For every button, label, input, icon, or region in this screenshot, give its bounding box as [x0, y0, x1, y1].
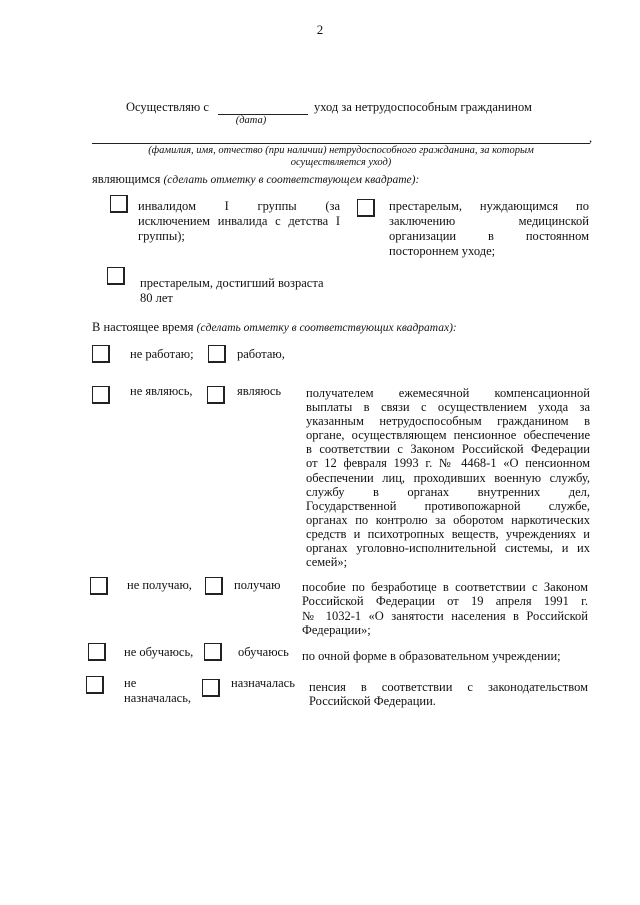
- checkbox-disabled-group-1[interactable]: [110, 195, 128, 213]
- receiving-label: получаю: [234, 578, 281, 592]
- option-text-line: заключению медицинской: [389, 214, 589, 228]
- description-line: Федерации»;: [302, 622, 371, 637]
- checkbox-receiving-unemployment[interactable]: [205, 577, 223, 595]
- not-receiving-label: не получаю,: [127, 578, 192, 592]
- compensation-description: [306, 386, 590, 569]
- not-studying-label: не обучаюсь,: [124, 645, 194, 659]
- not-recipient-label: не являюсь,: [130, 384, 193, 398]
- studying-label: обучаюсь: [238, 645, 289, 659]
- checkbox-not-studying[interactable]: [88, 643, 106, 661]
- checkbox-elderly-care-needed[interactable]: [357, 199, 375, 217]
- studying-description: по очной форме в образовательном учреждении;: [302, 649, 561, 663]
- description-line: Российской Федерации.: [309, 694, 436, 709]
- option-text-line: престарелым, достигший возраста: [140, 276, 324, 290]
- unemployment-description: [302, 580, 588, 637]
- option-text-line: исключением инвалида с детства I: [138, 214, 340, 228]
- status-option-disabled-group-1: [138, 199, 340, 244]
- option-text-line: инвалидом I группы (за: [138, 199, 340, 213]
- description-line: пенсия в соответствии с законодательством: [309, 680, 588, 694]
- description-line: Российской Федерации от 19 апреля 1991 г.: [302, 594, 588, 609]
- checkbox-elderly-80-plus[interactable]: [107, 267, 125, 285]
- caregiving-object-label: уход за нетрудоспособным гражданином: [314, 100, 532, 114]
- description-line: обеспечении лиц, проходивших военную службу,: [306, 470, 590, 485]
- pension-not-assigned-label: [124, 676, 191, 706]
- name-line-comma: ,: [589, 131, 593, 145]
- status-label: являющимся: [92, 172, 161, 186]
- description-line: органах уголовно-исполнительной системы, и их: [306, 541, 590, 556]
- description-line: указанным нетрудоспособным гражданином в: [306, 414, 590, 429]
- option-text-line: 80 лет: [140, 291, 173, 305]
- recipient-label: являюсь: [237, 384, 282, 398]
- pension-assigned-label: назначалась: [231, 676, 295, 690]
- checkbox-recipient-compensation[interactable]: [207, 386, 225, 404]
- current-status-title: [92, 320, 457, 336]
- name-hint-line-1: (фамилия, имя, отчество (при наличии) нетрудоспособного гражданина, за которым: [148, 145, 534, 156]
- care-recipient-name-field[interactable]: [92, 143, 590, 144]
- current-status-hint: (сделать отметку в соответствующих квадратах):: [196, 322, 457, 334]
- checkbox-pension-not-assigned[interactable]: [86, 676, 104, 694]
- checkbox-working[interactable]: [208, 345, 226, 363]
- description-line: пособие по безработице в соответствии с Законом: [302, 580, 588, 594]
- label-line: не: [124, 676, 137, 690]
- description-line: службу в органах внутренних дел,: [306, 484, 590, 499]
- description-line: семей»;: [306, 555, 348, 570]
- description-line: органах по контролю за оборотом наркотических: [306, 512, 590, 527]
- name-hint-line-2: осуществляется уход): [290, 157, 392, 168]
- description-line: получателем ежемесячной компенсационной: [306, 386, 590, 400]
- description-line: Государственной противопожарной службе,: [306, 498, 590, 513]
- status-option-elderly-80-plus: [140, 276, 350, 306]
- date-hint: (дата): [235, 115, 267, 126]
- option-text-line: постороннем уходе;: [389, 244, 496, 258]
- working-label: работаю,: [237, 347, 285, 361]
- option-text-line: престарелым, нуждающимся по: [389, 199, 589, 213]
- current-status-label: В настоящее время: [92, 320, 194, 334]
- description-line: № 1032-1 «О занятости населения в Российской: [302, 608, 588, 623]
- status-option-elderly-care-needed: [389, 199, 589, 259]
- option-text-line: группы);: [138, 229, 185, 243]
- description-line: выплаты в связи с осуществлением ухода за: [306, 400, 590, 415]
- checkbox-not-working[interactable]: [92, 345, 110, 363]
- description-line: в соответствии с Законом Российской Федерации: [306, 442, 590, 457]
- description-line: средств и психотропных веществ, учреждениях и: [306, 526, 590, 541]
- label-line: назначалась,: [124, 691, 192, 705]
- status-hint: (сделать отметку в соответствующем квадрате):: [163, 174, 420, 186]
- pension-description: [309, 680, 588, 709]
- description-line: органе, осуществляющем пенсионное обеспечение: [306, 428, 590, 443]
- caregiving-start-label: Осуществляю с: [126, 100, 209, 114]
- checkbox-studying[interactable]: [204, 643, 222, 661]
- not-working-label: не работаю;: [130, 347, 194, 361]
- page-number: 2: [316, 22, 324, 37]
- description-line: от 12 февраля 1993 г. № 4468-1 «О пенсионном: [306, 456, 590, 471]
- date-field[interactable]: [220, 100, 306, 114]
- checkbox-pension-assigned[interactable]: [202, 679, 220, 697]
- status-section-title: [92, 172, 419, 188]
- checkbox-not-recipient-compensation[interactable]: [92, 386, 110, 404]
- option-text-line: организации в постоянном: [389, 229, 589, 243]
- checkbox-not-receiving-unemployment[interactable]: [90, 577, 108, 595]
